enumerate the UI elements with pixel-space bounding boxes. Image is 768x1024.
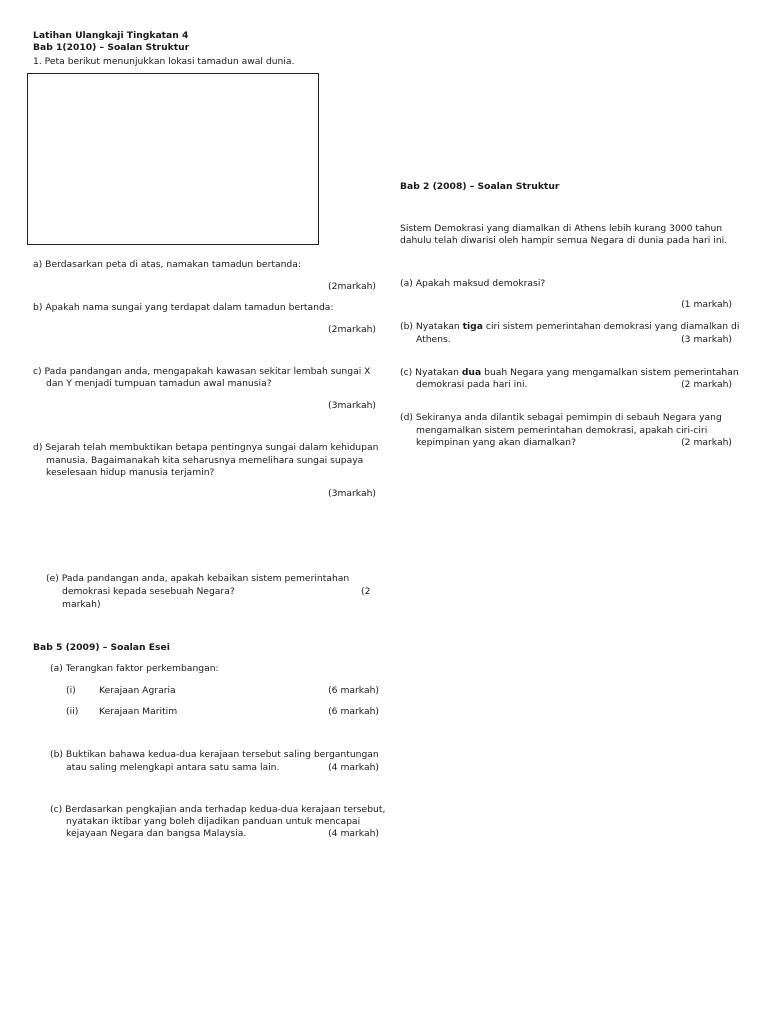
bab2-question-d-line1: (d) Sekiranya anda dilantik sebagai pemimpin di sebauh Negara yang: [400, 412, 722, 423]
bab5-heading: Bab 5 (2009) – Soalan Esei: [33, 642, 170, 653]
bab2-heading: Bab 2 (2008) – Soalan Struktur: [400, 181, 560, 192]
bab2-question-c-mark: (2 markah): [681, 379, 732, 390]
bab2-question-c-emphasis: dua: [461, 367, 482, 378]
bab2-question-a: (a) Apakah maksud demokrasi?: [400, 278, 546, 289]
bab1-question-e-mark-cont: markah): [62, 599, 101, 610]
bab5-question-a-ii-text: Kerajaan Maritim: [99, 706, 178, 717]
bab2-question-c-line2: demokrasi pada hari ini.: [416, 379, 528, 390]
bab1-question-d-line3: keselesaan hidup manusia terjamin?: [46, 467, 215, 478]
bab2-question-c-post: buah Negara yang mengamalkan sistem pemerintahan: [481, 367, 739, 378]
bab1-question-d-line1: d) Sejarah telah membuktikan betapa pentingnya sungai dalam kehidupan: [33, 442, 379, 453]
bab1-question-d-line2: manusia. Bagaimanakah kita seharusnya memelihara sungai supaya: [46, 455, 364, 466]
bab5-question-c-line3: kejayaan Negara dan bangsa Malaysia.: [66, 828, 247, 839]
bab5-question-a: (a) Terangkan faktor perkembangan:: [50, 663, 219, 674]
bab1-question-a: a) Berdasarkan peta di atas, namakan tamadun bertanda:: [33, 259, 301, 270]
bab1-question-b: b) Apakah nama sungai yang terdapat dalam tamadun bertanda:: [33, 302, 334, 313]
bab1-question-b-mark: (2markah): [328, 324, 376, 335]
bab5-question-a-ii-mark: (6 markah): [328, 706, 379, 717]
bab1-question-c-mark: (3markah): [328, 400, 376, 411]
bab2-question-d-line2: mengamalkan sistem pemerintahan demokrasi, apakah ciri-ciri: [416, 425, 708, 436]
bab5-question-a-ii-num: (ii): [66, 706, 79, 717]
bab1-question-e-mark: (2: [361, 586, 371, 597]
bab2-question-b-line1: [400, 321, 739, 333]
bab2-question-d-mark: (2 markah): [681, 437, 732, 448]
bab1-question-c-line2: dan Y menjadi tumpuan tamadun awal manusia?: [46, 378, 272, 389]
bab2-question-b-line2: Athens.: [416, 334, 451, 345]
page-title: Latihan Ulangkaji Tingkatan 4: [33, 30, 189, 41]
bab2-question-a-mark: (1 markah): [681, 299, 732, 310]
question-1-text: 1. Peta berikut menunjukkan lokasi tamadun awal dunia.: [33, 56, 295, 67]
bab2-question-d-line3: kepimpinan yang akan diamalkan?: [416, 437, 576, 448]
bab2-question-b-mark: (3 markah): [681, 334, 732, 345]
bab5-question-a-i-mark: (6 markah): [328, 685, 379, 696]
bab5-question-a-i-text: Kerajaan Agraria: [99, 685, 176, 696]
bab5-question-a-i-num: (i): [66, 685, 76, 696]
map-placeholder: [27, 73, 319, 245]
bab2-question-b-pre: (b) Nyatakan: [400, 321, 463, 332]
bab1-question-e-line1: (e) Pada pandangan anda, apakah kebaikan sistem pemerintahan: [46, 573, 350, 584]
bab5-question-c-line2: nyatakan iktibar yang boleh dijadikan panduan untuk mencapai: [66, 816, 361, 827]
bab1-question-e-line2: demokrasi kepada sesebuah Negara?: [62, 586, 235, 597]
bab1-heading: Bab 1(2010) – Soalan Struktur: [33, 42, 190, 53]
bab1-question-a-mark: (2markah): [328, 281, 376, 292]
bab5-question-c-mark: (4 markah): [328, 828, 379, 839]
bab2-intro-line1: Sistem Demokrasi yang diamalkan di Athens lebih kurang 3000 tahun: [400, 223, 723, 234]
bab1-question-d-mark: (3markah): [328, 488, 376, 499]
bab2-question-b-emphasis: tiga: [462, 321, 483, 332]
bab2-question-b-post: ciri sistem pemerintahan demokrasi yang diamalkan di: [482, 321, 740, 332]
bab5-question-b-mark: (4 markah): [328, 762, 379, 773]
bab5-question-b-line2: atau saling melengkapi antara satu sama lain.: [66, 762, 280, 773]
bab5-question-c-line1: (c) Berdasarkan pengkajian anda terhadap kedua-dua kerajaan tersebut,: [50, 804, 386, 815]
bab2-question-c-pre: (c) Nyatakan: [400, 367, 462, 378]
bab5-question-b-line1: (b) Buktikan bahawa kedua-dua kerajaan tersebut saling bergantungan: [50, 749, 379, 760]
bab1-question-c-line1: c) Pada pandangan anda, mengapakah kawasan sekitar lembah sungai X: [33, 366, 371, 377]
bab2-question-c-line1: [400, 367, 739, 379]
bab2-intro-line2: dahulu telah diwarisi oleh hampir semua Negara di dunia pada hari ini.: [400, 235, 728, 246]
